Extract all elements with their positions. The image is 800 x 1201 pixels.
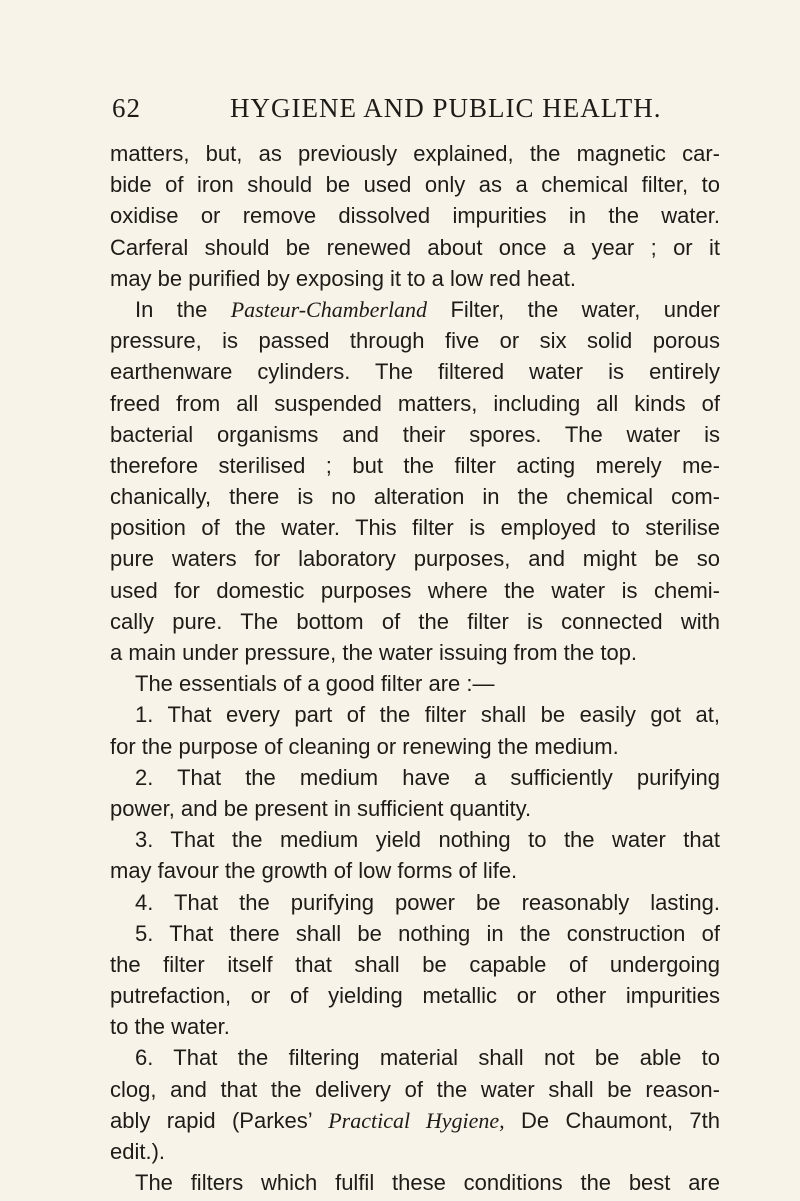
text-line: The essentials of a good filter are :— xyxy=(135,671,495,697)
text-segment: De Chaumont, 7th xyxy=(520,1107,721,1133)
text-line: 1. That every part of the filter shall be easily got at, xyxy=(135,702,720,728)
text-line: putrefaction, or of yielding metallic or other impurities xyxy=(110,983,720,1009)
text-line: power, and be present in sufficient quantity. xyxy=(110,795,532,821)
text-line xyxy=(110,1105,720,1136)
text-line: pressure, is passed through five or six solid porous xyxy=(110,328,720,354)
text-line: bacterial organisms and their spores. The water is xyxy=(110,421,720,447)
text-line: chanically, there is no alteration in the chemical com- xyxy=(110,484,720,510)
text-line: the filter itself that shall be capable of undergoing xyxy=(110,951,720,977)
text-line: may favour the growth of low forms of life. xyxy=(110,858,518,884)
text-line: 3. That the medium yield nothing to the water that xyxy=(135,827,720,853)
text-segment: In the xyxy=(135,296,208,322)
text-line: may be purified by exposing it to a low red heat. xyxy=(110,265,576,291)
text-line: cally pure. The bottom of the filter is connected with xyxy=(110,608,720,634)
text-line: position of the water. This filter is employed to sterilise xyxy=(110,515,720,541)
body-text xyxy=(110,138,720,1198)
text-line: matters, but, as previously explained, the magnetic car- xyxy=(110,141,720,166)
text-line xyxy=(110,294,720,325)
text-line: 4. That the purifying power be reasonably lasting. xyxy=(135,889,720,915)
text-line: pure waters for laboratory purposes, and might be so xyxy=(110,546,720,572)
running-title: HYGIENE AND PUBLIC HEALTH. xyxy=(230,93,662,123)
text-line: 6. That the filtering material shall not be able to xyxy=(135,1045,720,1071)
text-line: for the purpose of cleaning or renewing the medium. xyxy=(110,733,619,759)
text-line: freed from all suspended matters, including all kinds of xyxy=(110,390,720,416)
filter-name: Pasteur-Chamberland xyxy=(230,296,428,322)
text-line: edit.). xyxy=(110,1139,166,1164)
text-line: earthenware cylinders. The filtered water is entirely xyxy=(110,359,720,385)
text-segment: ably rapid (Parkes’ xyxy=(110,1107,312,1133)
text-line: to the water. xyxy=(110,1014,230,1040)
text-line: used for domestic purposes where the water is chemi- xyxy=(110,577,720,603)
text-line: 5. That there shall be nothing in the construction of xyxy=(135,920,720,946)
text-line: oxidise or remove dissolved impurities in the water. xyxy=(110,203,720,229)
text-segment: Filter, the water, under xyxy=(450,296,720,322)
page-number: 62 xyxy=(112,93,141,123)
text-line: bide of iron should be used only as a chemical filter, to xyxy=(110,172,720,198)
text-line: a main under pressure, the water issuing from the top. xyxy=(110,640,638,665)
book-title: Practical Hygiene, xyxy=(328,1107,505,1133)
running-head xyxy=(112,88,712,128)
text-line: 2. That the medium have a sufficiently purifying xyxy=(135,764,720,790)
text-line: Carferal should be renewed about once a year ; or it xyxy=(110,234,720,260)
text-line: therefore sterilised ; but the filter acting merely me- xyxy=(110,452,720,478)
text-line: clog, and that the delivery of the water shall be reason- xyxy=(110,1076,720,1102)
text-line: The filters which fulfil these conditions the best are xyxy=(135,1170,720,1196)
